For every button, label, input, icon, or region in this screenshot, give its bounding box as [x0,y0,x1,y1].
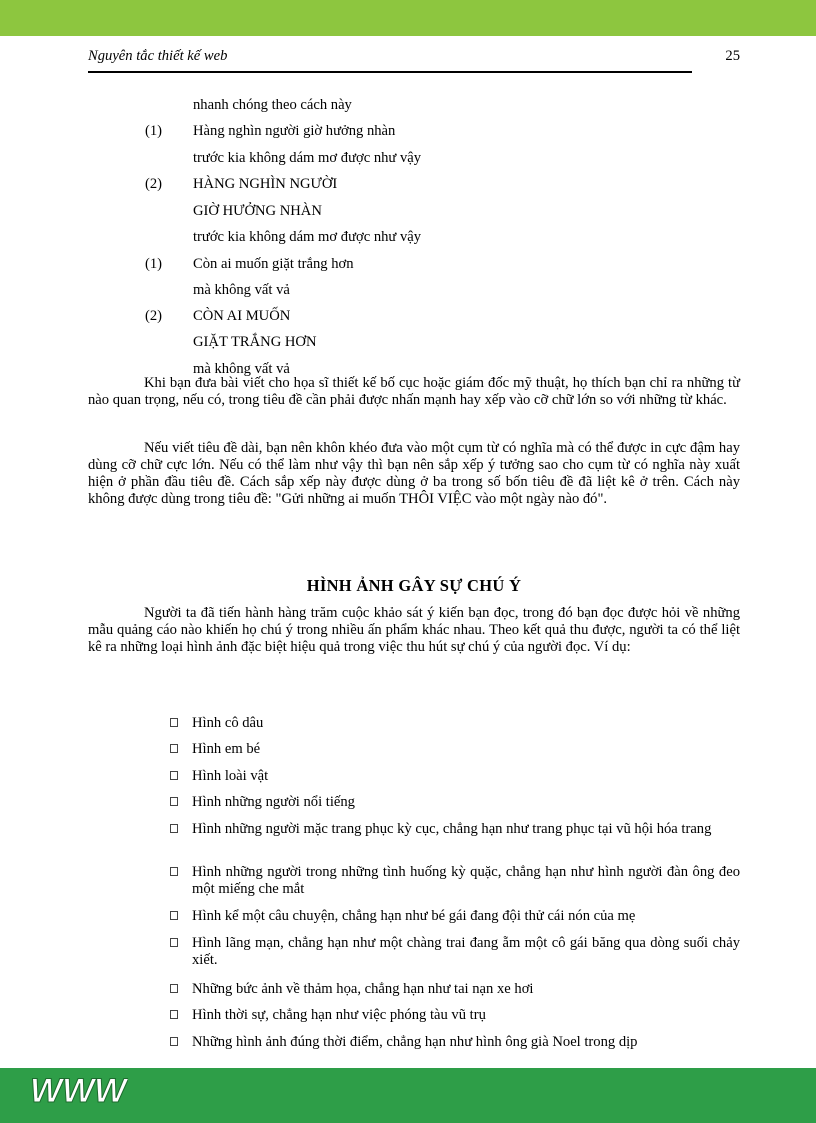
list-item [170,908,740,925]
bullet-box-icon [170,1010,178,1019]
page-header [88,48,740,70]
list-item [170,1034,740,1051]
example-text: GIẶT TRẮNG HƠN [193,334,317,350]
example-text: Hàng nghìn người giờ hưởng nhàn [193,123,396,139]
example-text: mà không vất vả [193,361,290,377]
list-item [170,794,740,811]
body-paragraph: Khi bạn đưa bài viết cho họa sĩ thiết kế bố cục hoặc giám đốc mỹ thuật, họ thích bạn chỉ ra những từ nào quan trọng, nếu có, trong tiêu đề cần phải được nhấn mạnh hay xếp vào cỡ chữ lớn so với những từ khác. [88,375,740,408]
example-text: Còn ai muốn giặt trắng hơn [193,256,354,272]
example-number: (2) [145,308,163,324]
list-item-text: Hình thời sự, chẳng hạn như việc phóng tàu vũ trụ [192,1007,486,1023]
bullet-box-icon [170,797,178,806]
www-logo-text: WWW [30,1072,127,1110]
section-intro: Người ta đã tiến hành hàng trăm cuộc khảo sát ý kiến bạn đọc, trong đó bạn đọc được hỏi về những mẫu quảng cáo nào khiến họ chú ý trong nhiều ấn phẩm khác nhau. Theo kết quả thu được, người ta có thể liệt kê ra những loại hình ảnh đặc biệt hiệu quả trong việc thu hút sự chú ý của người đọc. Ví dụ: [88,605,740,655]
running-title: Nguyên tắc thiết kế web [88,48,228,64]
page-number: 25 [725,48,740,64]
example-number: (1) [145,123,163,139]
list-item [170,935,740,969]
top-color-band [0,0,816,36]
example-text: HÀNG NGHÌN NGƯỜI [193,176,338,192]
example-text: mà không vất vả [193,282,290,298]
list-item-text: Hình những người trong những tình huống kỳ quặc, chẳng hạn như hình người đàn ông đeo một miếng che mắt [192,864,740,897]
list-item-text: Hình cô dâu [192,715,264,731]
list-item [170,768,740,785]
list-item-text: Những bức ảnh về thảm họa, chẳng hạn như tai nạn xe hơi [192,981,534,997]
list-item [170,1007,740,1024]
list-item-text: Hình loài vật [192,768,269,784]
section-heading: HÌNH ẢNH GÂY SỰ CHÚ Ý [306,576,522,595]
list-item-text: Hình em bé [192,741,261,757]
bullet-box-icon [170,984,178,993]
example-text: trước kia không dám mơ được như vậy [193,150,422,166]
list-item-text: Những hình ảnh đúng thời điểm, chẳng hạn như hình ông già Noel trong dịp [192,1034,638,1050]
list-item [170,715,740,732]
list-item [170,741,740,758]
bullet-box-icon [170,771,178,780]
bullet-box-icon [170,938,178,947]
example-number: (2) [145,176,163,192]
example-number: (1) [145,256,163,272]
www-logo [28,1068,128,1110]
bullet-box-icon [170,718,178,727]
example-text: GIỜ HƯỞNG NHÀN [193,203,322,219]
bullet-box-icon [170,744,178,753]
example-text: nhanh chóng theo cách này [193,97,352,113]
body-paragraph: Nếu viết tiêu đề dài, bạn nên khôn khéo đưa vào một cụm từ có nghĩa mà có thể được in cực đậm hay dùng cỡ chữ cực lớn. Nếu có thể làm như vậy thì bạn nên sắp xếp ý tưởng sao cho cụm từ có nghĩa này xuất hiện ở phần đầu tiêu đề. Cách sắp xếp này được dùng ở ba trong số bốn tiêu đề đã liệt kê ở trên. Cách này không được dùng trong tiêu đề: "Gửi những ai muốn THÔI VIỆC vào một ngày nào đó". [88,440,740,507]
list-item [170,821,740,838]
list-item-text: Hình những người mặc trang phục kỳ cục, chẳng hạn như trang phục tại vũ hội hóa trang [192,821,712,837]
list-item-text: Hình những người nổi tiếng [192,794,355,810]
list-item-text: Hình lãng mạn, chẳng hạn như một chàng trai đang ẵm một cô gái băng qua dòng suối chảy xiết. [192,935,740,968]
header-rule [88,71,692,73]
list-item [170,864,740,898]
example-text: CÒN AI MUỐN [193,308,291,324]
bullet-box-icon [170,911,178,920]
example-text: trước kia không dám mơ được như vậy [193,229,422,245]
bullet-box-icon [170,867,178,876]
bullet-box-icon [170,1037,178,1046]
list-item-text: Hình kể một câu chuyện, chẳng hạn như bé gái đang đội thử cái nón của mẹ [192,908,636,924]
bullet-box-icon [170,824,178,833]
list-item [170,981,740,998]
